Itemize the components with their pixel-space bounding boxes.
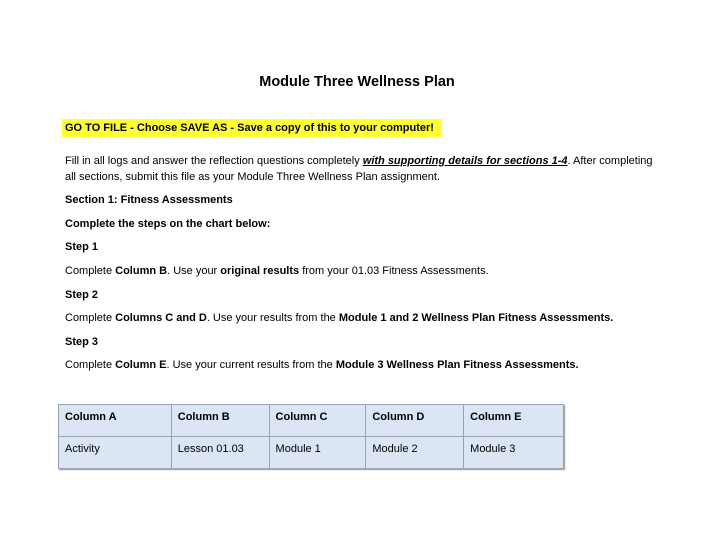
table-header-row <box>59 405 564 437</box>
table-header-cell: Column A <box>59 405 172 437</box>
table-header-cell: Column C <box>269 405 366 437</box>
step3-text: Complete Column E. Use your current results from the Module 3 Wellness Plan Fitness Assessments. <box>65 359 579 371</box>
section-heading: Section 1: Fitness Assessments <box>65 194 233 206</box>
table-cell[interactable]: Module 1 <box>269 437 366 469</box>
chart-instruction: Complete the steps on the chart below: <box>65 218 271 230</box>
intro-line-1: Fill in all logs and answer the reflection questions completely with supporting details for sections 1-4. After completing <box>65 155 653 167</box>
step1-text: Complete Column B. Use your original results from your 01.03 Fitness Assessments. <box>65 265 489 277</box>
step2-heading: Step 2 <box>65 289 99 301</box>
table-cell[interactable]: Module 3 <box>464 437 564 469</box>
table-header-cell: Column D <box>366 405 464 437</box>
step1-heading: Step 1 <box>65 241 99 253</box>
table-cell[interactable]: Activity <box>59 437 172 469</box>
table-cell[interactable]: Lesson 01.03 <box>171 437 269 469</box>
step3-heading: Step 3 <box>65 336 99 348</box>
document-title: Module Three Wellness Plan <box>259 74 455 90</box>
intro-emphasis: with supporting details for sections 1-4 <box>362 155 568 167</box>
table-row <box>59 437 564 469</box>
table-header-cell: Column B <box>171 405 269 437</box>
save-instruction-highlight: GO TO FILE - Choose SAVE AS - Save a copy of this to your computer! <box>62 119 442 137</box>
fitness-assessment-table <box>58 404 564 469</box>
step2-text: Complete Columns C and D. Use your results from the Module 1 and 2 Wellness Plan Fitness Assessments. <box>65 312 614 324</box>
table-header-cell: Column E <box>464 405 564 437</box>
intro-line-2: all sections, submit this file as your Module Three Wellness Plan assignment. <box>65 171 440 183</box>
table-cell[interactable]: Module 2 <box>366 437 464 469</box>
